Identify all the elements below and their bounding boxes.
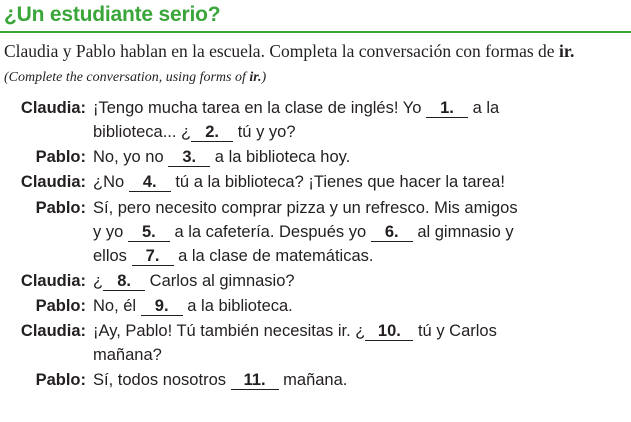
dialogue-text: ¡Ay, Pablo! Tú también necesitas ir. ¿ [93,322,366,341]
speaker-name: Claudia: [20,173,86,192]
dialogue-text: a la biblioteca. [182,297,293,315]
instructions-translation [4,70,266,85]
dialogue-line [93,123,623,142]
speaker-name: Pablo: [35,148,86,167]
speaker-name: Pablo: [35,297,86,315]
translation-suffix: ) [261,70,267,85]
dialogue-text: No, yo no [93,148,169,167]
answer-blank[interactable]: 9. [141,297,183,316]
dialogue-text: ¡Tengo mucha tarea en la clase de inglés! Yo [93,99,426,117]
answer-blank[interactable]: 3. [168,148,210,167]
dialogue-line [93,272,623,291]
dialogue-text: a la biblioteca hoy. [210,148,351,167]
answer-blank[interactable]: 6. [371,223,413,242]
answer-blank[interactable]: 11. [231,371,279,390]
answer-blank[interactable]: 4. [129,173,171,192]
instructions-text: Claudia y Pablo hablan en la escuela. Completa la conversación con formas de [4,41,559,61]
dialogue-text: ¿ [93,271,104,290]
dialogue-text: No, él [93,297,141,315]
dialogue-line [93,99,623,118]
dialogue-text: tú a la biblioteca? ¡Tienes que hacer la tarea! [170,173,505,192]
translation-prefix: (Complete the conversation, using forms of [4,70,250,85]
dialogue-text: ¿No [93,173,129,192]
dialogue-line [93,173,623,192]
speaker-name: Pablo: [35,198,86,217]
dialogue-line [93,148,623,167]
instructions [4,39,626,90]
title-rule [0,31,631,33]
answer-blank[interactable]: 7. [132,247,174,266]
dialogue-text: Sí, pero necesito comprar pizza y un refresco. Mis amigos [93,198,518,217]
dialogue-text: mañana? [93,346,162,365]
dialogue-text: Sí, todos nosotros [93,371,231,390]
dialogue-text: tú y yo? [233,123,296,141]
speaker-name: Claudia: [20,322,86,341]
answer-blank[interactable]: 2. [191,123,233,142]
answer-blank[interactable]: 10. [365,322,413,341]
speaker-name: Claudia: [20,99,86,117]
exercise-title: ¿Un estudiante serio? [4,3,221,26]
speaker-name: Pablo: [35,371,86,390]
dialogue-line [93,371,623,390]
dialogue-text: Carlos al gimnasio? [145,271,295,290]
dialogue-line [93,247,623,266]
answer-blank[interactable]: 1. [426,99,468,118]
dialogue-text: biblioteca... ¿ [93,123,192,141]
dialogue-line [93,346,623,365]
dialogue-text: a la [467,99,500,117]
dialogue-text: y yo [93,222,128,241]
speaker-name: Claudia: [20,271,86,290]
dialogue-line [93,199,623,218]
dialogue-text: ellos [93,246,132,265]
translation-verb: ir. [249,70,262,85]
dialogue-text: a la clase de matemáticas. [173,246,374,265]
dialogue-text: al gimnasio y [412,222,514,241]
answer-blank[interactable]: 5. [128,223,170,242]
dialogue-line [93,297,623,316]
dialogue-text: a la cafetería. Después yo [169,222,371,241]
instructions-verb: ir. [558,41,575,61]
dialogue-line [93,223,623,242]
answer-blank[interactable]: 8. [103,272,145,291]
dialogue-line [93,322,623,341]
dialogue-text: tú y Carlos [413,322,497,341]
dialogue-text: mañana. [278,371,348,390]
